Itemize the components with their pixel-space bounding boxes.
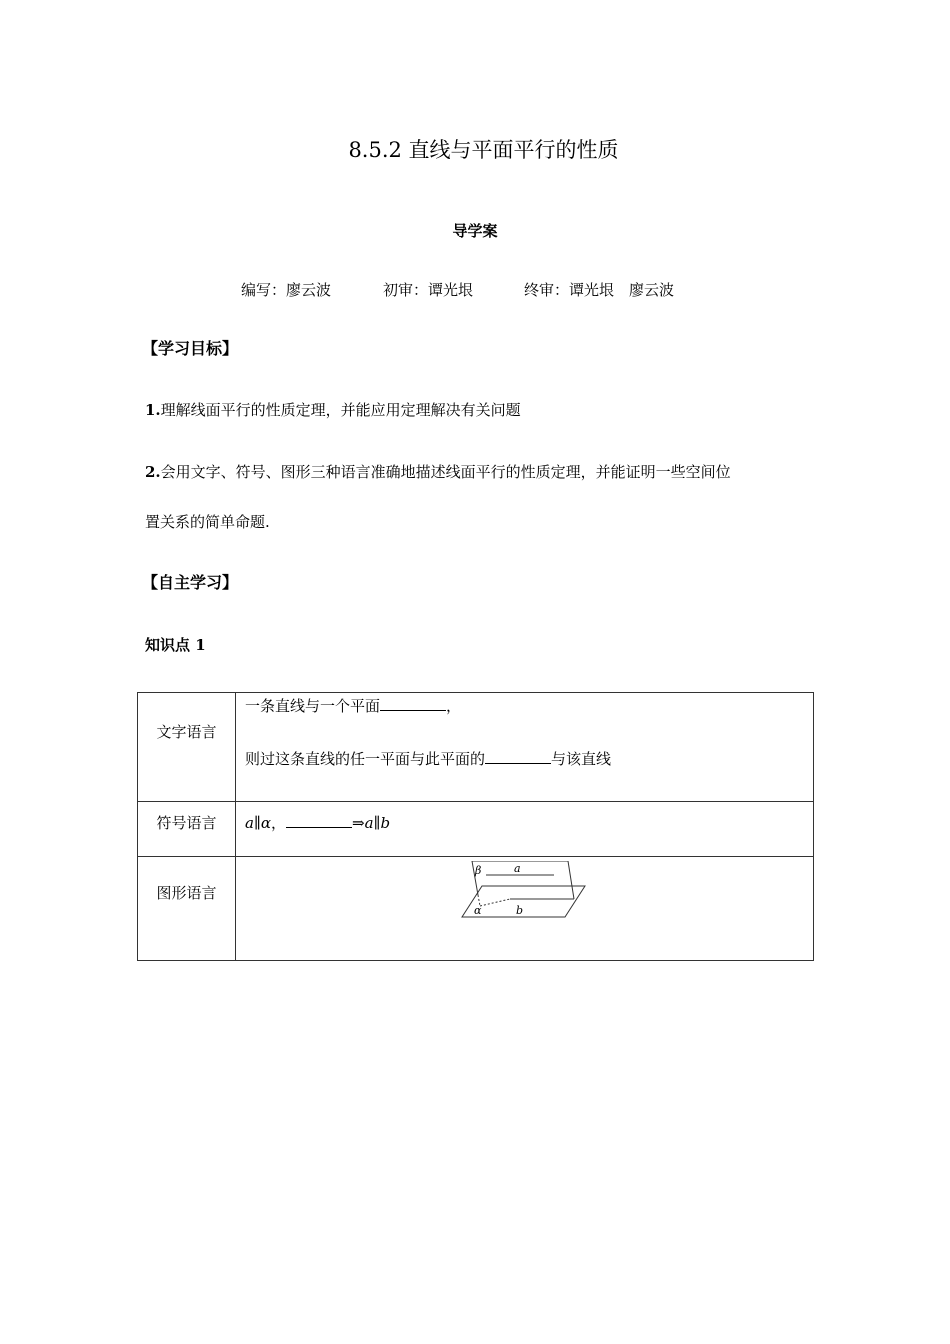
plane-diagram [460, 861, 590, 925]
parallel-symbol: ∥ [253, 814, 261, 832]
text-language-line-1 [236, 693, 813, 717]
symbol-alpha: α [260, 814, 272, 832]
line-b-hidden [480, 899, 510, 906]
table-content-cell [236, 802, 814, 857]
goals-heading: 【学习目标】 [142, 339, 239, 358]
text-fragment: 则过这条直线的任一平面与此平面的 [245, 750, 486, 768]
goal-2-continued: 置关系的简单命题. [145, 513, 270, 531]
text-language-line-2 [236, 717, 813, 770]
fill-blank-3[interactable] [286, 813, 352, 828]
table-row [138, 857, 814, 961]
table-content-cell [236, 857, 814, 961]
knowledge-point-label: 知识点 1 [145, 636, 206, 654]
goal-2-number: 2. [145, 463, 161, 481]
table-row [138, 693, 814, 802]
implies-symbol: ⇒ [352, 814, 365, 832]
goal-1 [145, 399, 521, 421]
first-review: 初审：谭光垠 [383, 281, 474, 299]
row-label-symbol-language: 符号语言 [156, 814, 217, 832]
table-row [138, 802, 814, 857]
row-label-text-language: 文字语言 [156, 723, 217, 741]
final-review: 终审：谭光垠 廖云波 [524, 281, 675, 299]
text-fragment: ， [446, 697, 462, 715]
goal-2 [145, 461, 731, 483]
table-label-cell [138, 693, 236, 802]
symbol-language-line [236, 802, 813, 834]
comma: ， [271, 814, 287, 832]
table-content-cell [236, 693, 814, 802]
theorem-table [137, 692, 814, 961]
fill-blank-2[interactable] [485, 749, 551, 764]
goal-2-text: 会用文字、符号、图形三种语言准确地描述线面平行的性质定理，并能证明一些空间位 [160, 463, 731, 481]
fill-blank-1[interactable] [380, 696, 446, 711]
writer: 编写：廖云波 [241, 281, 332, 299]
goal-1-number: 1. [145, 401, 161, 419]
plane-beta [472, 861, 574, 899]
label-a: a [513, 862, 521, 875]
parallel-symbol: ∥ [373, 814, 381, 832]
self-study-heading: 【自主学习】 [142, 573, 239, 592]
text-fragment: 一条直线与一个平面 [245, 697, 381, 715]
symbol-a: a [245, 814, 254, 832]
symbol-a: a [364, 814, 374, 832]
text-fragment: 与该直线 [551, 750, 612, 768]
page-title: 8.5.2 直线与平面平行的性质 [348, 138, 619, 162]
table-label-cell [138, 857, 236, 961]
table-label-cell [138, 802, 236, 857]
page-subtitle: 导学案 [452, 222, 498, 240]
label-b: b [515, 904, 523, 917]
author-line [241, 279, 674, 301]
row-label-graphic-language: 图形语言 [156, 884, 217, 902]
goal-1-text: 理解线面平行的性质定理，并能应用定理解决有关问题 [160, 401, 521, 419]
label-alpha: α [473, 904, 481, 917]
symbol-b: b [380, 814, 391, 832]
label-beta: β [474, 864, 481, 877]
